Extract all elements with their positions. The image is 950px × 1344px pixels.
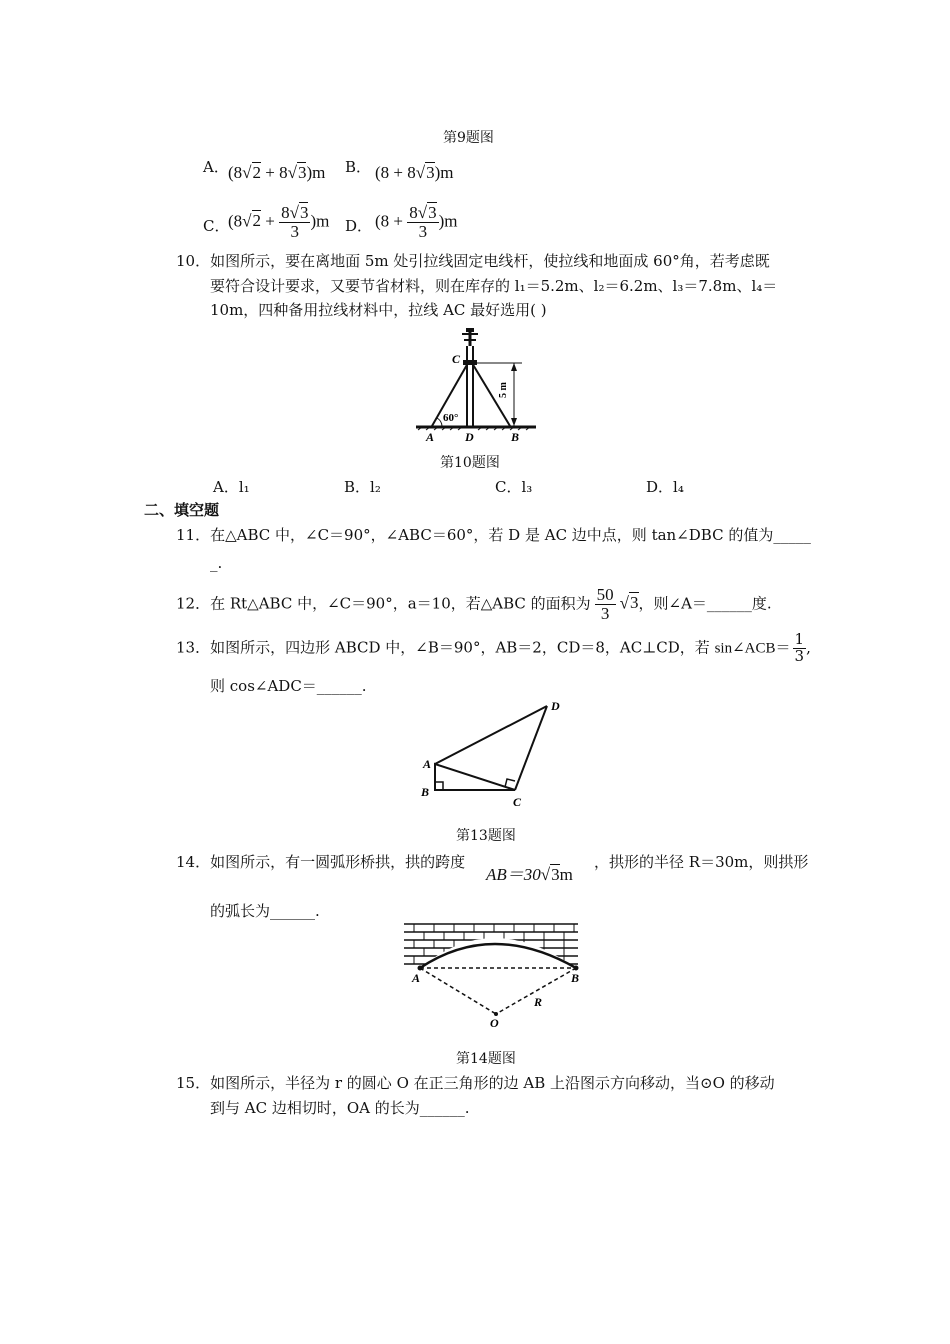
q13-line-2: 则 cos∠ADC＝______. <box>210 677 367 695</box>
section-fill-in-title: 二、填空题 <box>144 501 220 519</box>
q12-text: 12．在 Rt△ABC 中，∠C＝90°，a＝10，若△ABC 的面积为 $\frac{50}{3}$ √3，则∠A＝______度. <box>176 585 772 623</box>
q9-option-a-label: A． <box>203 158 229 176</box>
q10-height-label: 5 m <box>498 382 509 398</box>
q9-option-a: (8√2 + 8√3)m <box>228 163 326 182</box>
q14-radius-label: R <box>534 995 543 1009</box>
q14-point-o: O <box>490 1016 499 1028</box>
q9-option-b-label: B． <box>345 158 372 176</box>
q10-line-3: 10m，四种备用拉线材料中，拉线 AC 最好选用( ) <box>210 301 547 319</box>
q10-point-d: D <box>465 430 474 444</box>
q10-option-c: C．l₃ <box>495 478 533 496</box>
q10-option-a: A．l₁ <box>213 478 250 496</box>
q10-option-b: B．l₂ <box>344 478 381 496</box>
q13-caption: 第13题图 <box>456 828 516 844</box>
q10-point-c: C <box>452 352 461 366</box>
q9-option-b: (8 + 8√3)m <box>375 163 454 182</box>
q9-caption: 第9题图 <box>443 130 494 146</box>
q13-point-d: D <box>551 699 560 713</box>
q14-text-pre: 14．如图所示，有一圆弧形桥拱，拱的跨度 <box>176 853 466 871</box>
q10-angle-label: 60° <box>443 412 459 424</box>
q10-option-d: D．l₄ <box>646 478 684 496</box>
q9-option-c-label: C． <box>203 217 230 235</box>
q14-point-a: A <box>412 971 421 985</box>
q10-point-b: B <box>511 430 520 444</box>
q14-text-post: ，拱形的半径 R＝30m，则拱形 <box>594 853 809 871</box>
q9-option-d: (8 + $\frac{8√3}{3}$ )m <box>375 203 458 241</box>
q15-line-1: 15．如图所示，半径为 r 的圆心 O 在正三角形的边 AB 上沿图示方向移动，当⊙O 的移动 <box>176 1074 775 1092</box>
q11-line-2: _. <box>210 554 223 572</box>
q14-line-2: 的弧长为______. <box>210 902 320 920</box>
q10-caption: 第10题图 <box>440 455 500 471</box>
q14-span-formula: AB＝30√3m <box>486 865 573 884</box>
q13-figure <box>415 694 575 812</box>
q14-caption: 第14题图 <box>456 1051 516 1067</box>
q15-line-2: 到与 AC 边相切时，OA 的长为______. <box>210 1099 470 1117</box>
q10-figure <box>410 326 540 446</box>
q10-line-1: 10．如图所示，要在离地面 5m 处引拉线固定电线杆，使拉线和地面成 60°角，若考虑既 <box>176 252 770 270</box>
q14-point-b: B <box>571 971 580 985</box>
q10-point-a: A <box>426 430 435 444</box>
q9-option-d-label: D． <box>345 217 373 235</box>
q14-figure <box>402 922 582 1028</box>
q13-line-1: 13．如图所示，四边形 ABCD 中，∠B＝90°，AB＝2，CD＝8，AC⊥CD，若 sin∠ACB＝ $\frac{1}{3}$ , <box>176 630 811 665</box>
q13-point-c: C <box>513 795 522 809</box>
q13-point-a: A <box>423 757 432 771</box>
q10-line-2: 要符合设计要求，又要节省材料，则在库存的 l₁＝5.2m、l₂＝6.2m、l₃＝7.8m、l₄＝ <box>210 277 778 295</box>
q11-line-1: 11．在△ABC 中，∠C＝90°，∠ABC＝60°，若 D 是 AC 边中点，则 tan∠DBC 的值为_____ <box>176 526 811 544</box>
q9-option-c: (8√2 + $\frac{8√3}{3}$ )m <box>228 203 330 241</box>
q13-point-b: B <box>421 785 430 799</box>
